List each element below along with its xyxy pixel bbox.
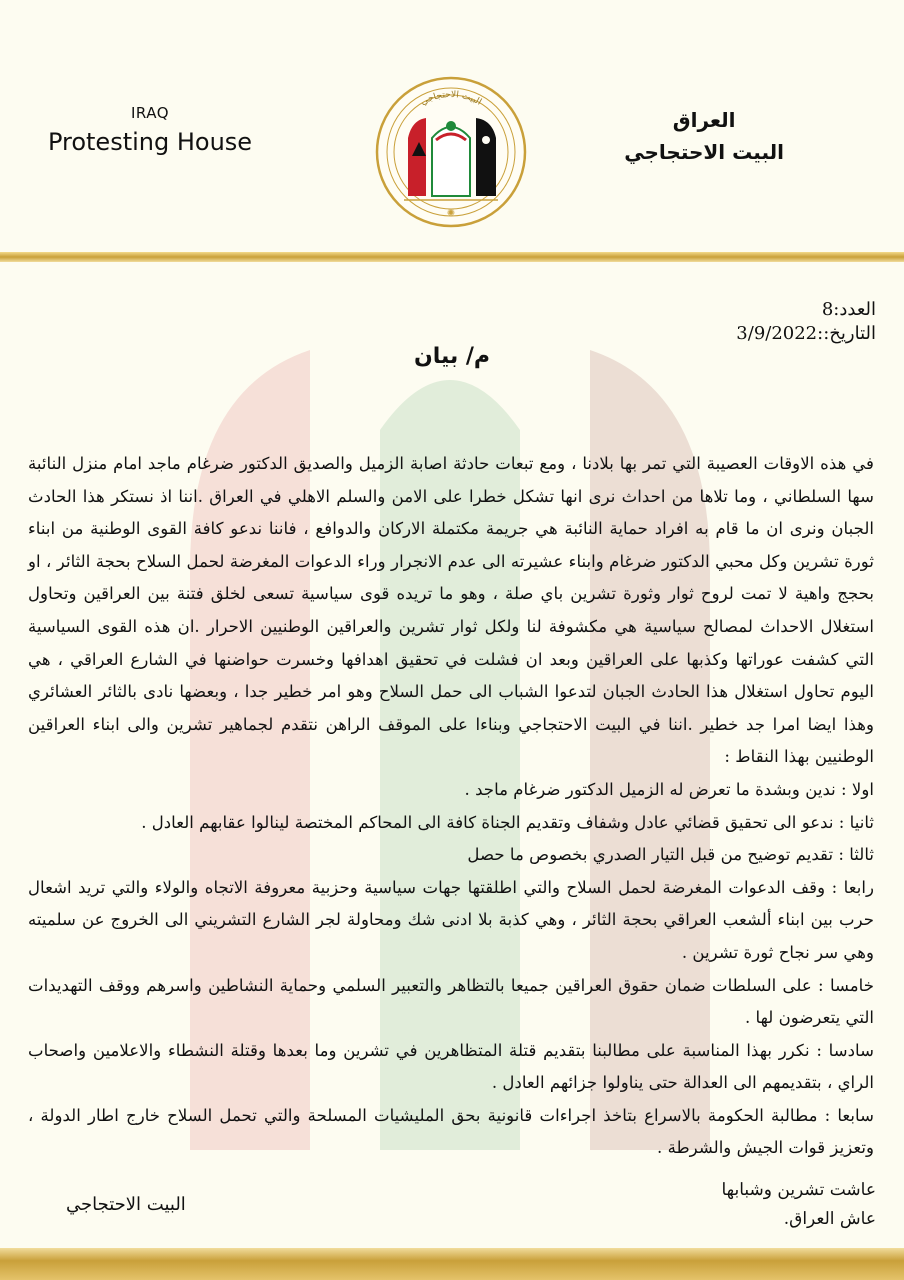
document-title: م/ بيان bbox=[413, 344, 491, 369]
closing-line-1: عاشت تشرين وشبابها bbox=[721, 1180, 876, 1200]
point-2: ثانيا : ندعو الى تحقيق قضائي عادل وشفاف وتقديم الجناة كافة الى المحاكم المختصة لينالوا عقابهم العادل . bbox=[141, 812, 874, 832]
header-ar-org: البيت الاحتجاجي bbox=[624, 140, 784, 164]
point-5: خامسا : على السلطات ضمان حقوق العراقين جميعا بالتظاهر والتعبير السلمي وحماية النشاطين واسرهم ووقف التهديدات التي يتعرضون لها . bbox=[28, 975, 874, 1028]
closing-lines bbox=[721, 1176, 876, 1234]
header-english bbox=[40, 104, 260, 156]
point-6: سادسا : نكرر بهذا المناسبة على مطالبنا بتقديم قتلة المتظاهرين في تشرين وما بعدها وقتلة النشطاء والاعلامين واصحاب الراي ، بتقديمهم الى العدالة حتى يناولوا جزائهم العادل . bbox=[28, 1040, 874, 1093]
issue-number: العدد:8 bbox=[821, 299, 876, 320]
header-divider bbox=[0, 252, 904, 262]
statement-body bbox=[28, 448, 874, 1165]
point-4: رابعا : وقف الدعوات المغرضة لحمل السلاح والتي اطلقتها جهات سياسية وحزبية معروفة الاتجاه والولاء والتي تريد اشعال حرب بين ابناء ألشعب العراقي بحجة الثائر ، وهي كذبة بلا ادنى شك ومحاولة لجر الشارع التشريني الى الخروج عن سلميته وهي سر نجاح ثورة تشرين . bbox=[28, 877, 874, 962]
header-ar-country: العراق bbox=[672, 108, 736, 132]
svg-text:✺: ✺ bbox=[446, 208, 456, 219]
footer-band bbox=[0, 1248, 904, 1280]
svg-text:البيت الاحتجاجي: البيت الاحتجاجي bbox=[419, 89, 484, 108]
protesting-house-logo bbox=[374, 76, 528, 228]
point-3: ثالثا : تقديم توضيح من قبل التيار الصدري بخصوص ما حصل bbox=[467, 845, 874, 865]
header-arabic bbox=[624, 104, 784, 168]
document-meta bbox=[736, 298, 876, 346]
closing-line-2: عاش العراق. bbox=[783, 1209, 876, 1229]
header-en-country: IRAQ bbox=[130, 104, 170, 122]
point-1: اولا : ندين وبشدة ما تعرض له الزميل الدكتور ضرغام ماجد . bbox=[464, 779, 874, 799]
point-7: سابعا : مطالبة الحكومة بالاسراع بتاخذ اجراءات قانونية بحق المليشيات المسلحة والتي تحمل السلاح خارج اطار الدولة ، وتعزيز قوات الجيش والشرطة . bbox=[28, 1105, 874, 1158]
intro-paragraph: في هذه الاوقات العصيبة التي تمر بها بلادنا ، ومع تبعات حادثة اصابة الزميل والصديق الدكتور ضرغام ماجد امام منزل النائبة سها السلطاني ، وما تلاها من احداث نرى انها تشكل خطرا على الامن والسلم الاهلي في العراق .اننا اذ نستكر هذا الحادث الجبان ونرى ان ما قام به افراد حماية النائبة هي جريمة مكتملة الاركان والدوافع ، فاننا ندعو كافة القوى الوطنية من ابناء ثورة تشرين وكل محبي الدكتور ضرغام وابناء عشيرته الى عدم الانجرار وراء الدعوات المغرضة لحمل السلاح بحجة الثائر ، او بحجج واهية لا تمت لروح ثوار وثورة تشرين باي صلة ، وهو ما تريده قوى سياسية تسعى لخلق فتنة بين العراقين وتحاول استغلال الاحداث لمصالح سياسية هي مكشوفة لنا ولكل ثوار تشرين والعراقين الوطنيين الاحرار .ان هذه القوى السياسية التي كشفت عوراتها وكذبها على العراقين وبعد ان فشلت في تحقيق اهدافها وخسرت حواضنها في الشارع العراقي ، هي اليوم تحاول استغلال هذا الحادث الجبان لتدعوا الشباب الى حمل السلاح وهو امر خطير جدا ، وبعضها نادى بالثائر العشائري وهذا ايضا امرا جد خطير .اننا في البيت الاحتجاجي وبناءا على الموقف الراهن نتقدم لجماهير تشرين والى ابناء العراقين الوطنيين بهذا النقاط : bbox=[28, 454, 874, 767]
issue-date: التاريخ::3/9/2022 bbox=[736, 323, 876, 344]
header-en-org: Protesting House bbox=[47, 128, 253, 156]
signature: البيت الاحتجاجي bbox=[66, 1194, 186, 1215]
